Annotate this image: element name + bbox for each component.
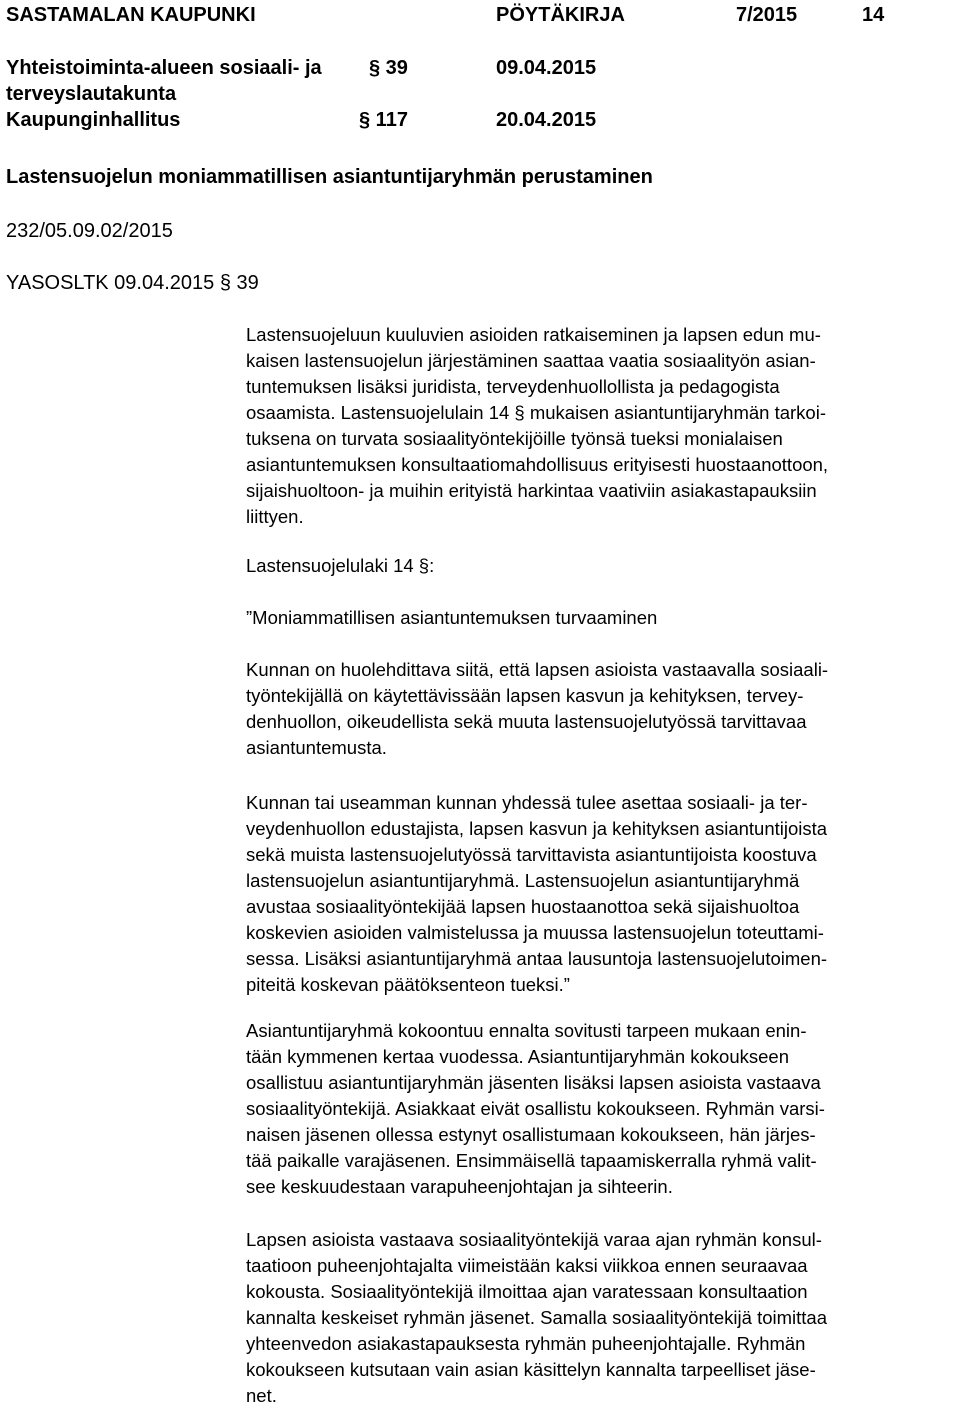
paragraph-7-line: yhteenvedon asiakastapauksesta ryhmän puheenjohtajalle. Ryhmän — [246, 1333, 806, 1354]
paragraph-1-line: sijaishuoltoon- ja muihin erityistä harkintaa vaativiin asiakastapauksiin — [246, 480, 817, 501]
paragraph-5-line: Kunnan tai useamman kunnan yhdessä tulee asettaa sosiaali- ja ter- — [246, 792, 808, 813]
city-name: SASTAMALAN KAUPUNKI — [6, 4, 256, 26]
paragraph-3-line: ”Moniammatillisen asiantuntemuksen turvaaminen — [246, 607, 658, 628]
paragraph-5-line: sekä muista lastensuojelutyössä tarvittavista asiantuntijoista koostuva — [246, 844, 817, 865]
page-title: Lastensuojelun moniammatillisen asiantuntijaryhmän perustaminen — [6, 166, 653, 188]
paragraph-7-line: Lapsen asioista vastaava sosiaalityöntekijä varaa ajan ryhmän konsul- — [246, 1229, 822, 1250]
paragraph-6-line: tään kymmenen kertaa vuodessa. Asiantuntijaryhmän kokoukseen — [246, 1046, 789, 1067]
paragraph-7-line: kannalta keskeiset ryhmän jäsenet. Samalla sosiaalityöntekijä toimittaa — [246, 1307, 827, 1328]
body-name-1a: Yhteistoiminta-alueen sosiaali- ja — [6, 57, 322, 79]
paragraph-4-line: työntekijällä on käytettävissään lapsen kasvun ja kehityksen, tervey- — [246, 685, 804, 706]
paragraph-1-line: tuntemuksen lisäksi juridista, terveydenhuollollista ja pedagogista — [246, 376, 780, 397]
paragraph-5-line: avustaa sosiaalityöntekijää lapsen huostaanottoa sekä sijaishuoltoa — [246, 896, 800, 917]
paragraph-4-line: denhuollon, oikeudellista sekä muuta lastensuojelutyössä tarvittavaa — [246, 711, 807, 732]
paragraph-5-line: lastensuojelun asiantuntijaryhmä. Lastensuojelun asiantuntijaryhmä — [246, 870, 800, 891]
body-name-2: Kaupunginhallitus — [6, 109, 181, 131]
paragraph-7-line: net. — [246, 1385, 277, 1406]
paragraph-1-line: kaisen lastensuojelun järjestäminen saattaa vaatia sosiaalityön asian- — [246, 350, 816, 371]
body-name-1b: terveyslautakunta — [6, 83, 177, 105]
paragraph-7-line: taatioon puheenjohtajalta viimeistään kaksi viikkoa ennen seuraavaa — [246, 1255, 808, 1276]
decision-reference: YASOSLTK 09.04.2015 § 39 — [6, 272, 259, 294]
paragraph-5-line: piteitä koskevan päätöksenteon tueksi.” — [246, 974, 570, 995]
date-1: 09.04.2015 — [496, 57, 597, 79]
page-number: 14 — [862, 4, 885, 26]
paragraph-1-line: osaamista. Lastensuojelulain 14 § mukaisen asiantuntijaryhmän tarkoi- — [246, 402, 826, 423]
section-ref-2: § 117 — [359, 109, 408, 131]
date-2: 20.04.2015 — [496, 109, 597, 131]
paragraph-4-line: Kunnan on huolehdittava siitä, että lapsen asioista vastaavalla sosiaali- — [246, 659, 829, 680]
paragraph-7-line: kokousta. Sosiaalityöntekijä ilmoittaa ajan varatessaan konsultaation — [246, 1281, 808, 1302]
paragraph-1-line: liittyen. — [246, 506, 304, 527]
section-ref-1: § 39 — [369, 57, 408, 79]
paragraph-6-line: osallistuu asiantuntijaryhmän jäsenten lisäksi lapsen asioista vastaava — [246, 1072, 821, 1093]
document-type: PÖYTÄKIRJA — [496, 4, 625, 26]
paragraph-6-line: sosiaalityöntekijä. Asiakkaat eivät osallistu kokoukseen. Ryhmän varsi- — [246, 1098, 825, 1119]
paragraph-6-line: Asiantuntijaryhmä kokoontuu ennalta sovitusti tarpeen mukaan enin- — [246, 1020, 807, 1041]
paragraph-7-line: kokoukseen kutsutaan vain asian käsittelyn kannalta tarpeelliset jäse- — [246, 1359, 816, 1380]
record-number: 232/05.09.02/2015 — [6, 220, 173, 242]
document-number: 7/2015 — [736, 4, 798, 26]
paragraph-6-line: tää paikalle varajäsenen. Ensimmäisellä tapaamiskerralla ryhmä valit- — [246, 1150, 817, 1171]
paragraph-6-line: see keskuudestaan varapuheenjohtajan ja sihteerin. — [246, 1176, 673, 1197]
paragraph-5-line: koskevien asioiden valmistelussa ja muussa lastensuojelun toteuttami- — [246, 922, 824, 943]
paragraph-6-line: naisen jäsenen ollessa estynyt osallistumaan kokoukseen, hän järjes- — [246, 1124, 816, 1145]
paragraph-1-line: asiantuntemuksen konsultaatiomahdollisuus erityisesti huostaanottoon, — [246, 454, 829, 475]
paragraph-4-line: asiantuntemusta. — [246, 737, 387, 758]
paragraph-1-line: Lastensuojeluun kuuluvien asioiden ratkaiseminen ja lapsen edun mu- — [246, 324, 821, 345]
paragraph-1-line: tuksena on turvata sosiaalityöntekijöille työnsä tueksi monialaisen — [246, 428, 783, 449]
paragraph-5-line: sessa. Lisäksi asiantuntijaryhmä antaa lausuntoja lastensuojelutoimen- — [246, 948, 828, 969]
paragraph-5-line: veydenhuollon edustajista, lapsen kasvun ja kehityksen asiantuntijoista — [246, 818, 828, 839]
paragraph-2-line: Lastensuojelulaki 14 §: — [246, 555, 435, 576]
